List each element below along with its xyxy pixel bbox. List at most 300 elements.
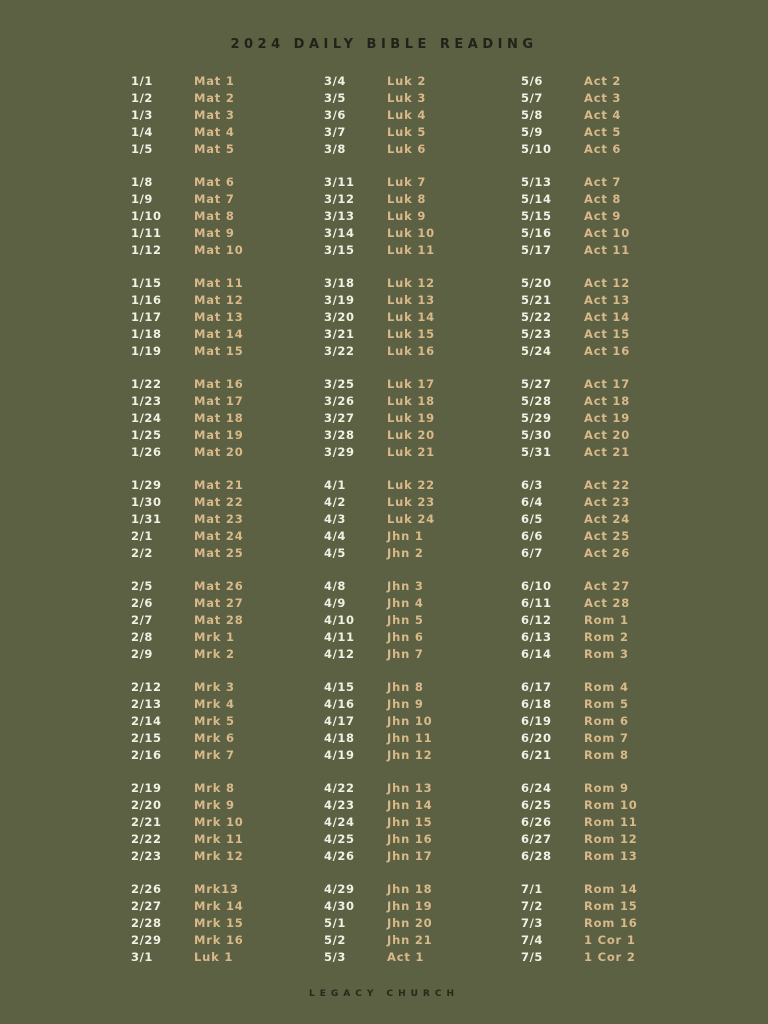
- reading-row: [521, 814, 711, 831]
- reading-date: 4/2: [324, 495, 347, 510]
- reading-row: [131, 629, 321, 646]
- reading-row: [521, 528, 711, 545]
- reading-passage: Act 27: [584, 579, 631, 594]
- reading-row: [521, 225, 711, 242]
- reading-row: [131, 646, 321, 663]
- reading-date: 3/19: [324, 292, 355, 307]
- reading-date: 2/2: [131, 545, 154, 560]
- reading-passage: Mrk 15: [194, 916, 244, 931]
- reading-passage: Rom 2: [584, 629, 629, 644]
- reading-date: 4/15: [324, 680, 355, 695]
- reading-row: [131, 881, 321, 898]
- reading-passage: Luk 4: [387, 107, 427, 122]
- reading-date: 6/4: [521, 495, 544, 510]
- reading-passage: Act 8: [584, 191, 622, 206]
- week-group: [521, 174, 711, 258]
- reading-row: [131, 275, 321, 292]
- reading-passage: Luk 9: [387, 208, 427, 223]
- week-group: [324, 73, 514, 157]
- reading-date: 5/9: [521, 124, 544, 139]
- reading-row: [324, 410, 514, 427]
- reading-passage: Act 1: [387, 949, 425, 964]
- reading-passage: Act 22: [584, 478, 631, 493]
- reading-row: [521, 242, 711, 259]
- reading-passage: Mrk 3: [194, 680, 235, 695]
- week-group: [521, 679, 711, 763]
- reading-passage: Mat 12: [194, 292, 244, 307]
- reading-row: [324, 747, 514, 764]
- reading-passage: Mrk 16: [194, 933, 244, 948]
- reading-date: 3/12: [324, 191, 355, 206]
- reading-row: [521, 73, 711, 90]
- reading-date: 4/1: [324, 478, 347, 493]
- reading-date: 7/4: [521, 933, 544, 948]
- reading-passage: Jhn 1: [387, 528, 424, 543]
- reading-date: 5/15: [521, 208, 552, 223]
- reading-row: [131, 780, 321, 797]
- reading-passage: Act 3: [584, 90, 622, 105]
- reading-row: [521, 427, 711, 444]
- reading-passage: Mat 15: [194, 343, 244, 358]
- week-group: [324, 780, 514, 864]
- reading-passage: Act 20: [584, 427, 631, 442]
- reading-date: 3/22: [324, 343, 355, 358]
- reading-passage: Jhn 21: [387, 933, 433, 948]
- week-group: [131, 679, 321, 763]
- reading-row: [131, 477, 321, 494]
- reading-row: [521, 141, 711, 158]
- reading-passage: Act 13: [584, 292, 631, 307]
- reading-passage: Mrk 12: [194, 848, 244, 863]
- reading-passage: Jhn 15: [387, 815, 433, 830]
- reading-passage: Act 28: [584, 596, 631, 611]
- reading-row: [131, 494, 321, 511]
- reading-passage: Mrk 4: [194, 697, 235, 712]
- reading-date: 1/15: [131, 276, 162, 291]
- reading-passage: Jhn 11: [387, 730, 433, 745]
- reading-date: 3/25: [324, 377, 355, 392]
- reading-row: [324, 915, 514, 932]
- reading-passage: Rom 10: [584, 798, 638, 813]
- reading-date: 5/7: [521, 90, 544, 105]
- reading-row: [324, 393, 514, 410]
- reading-date: 2/21: [131, 815, 162, 830]
- reading-row: [324, 629, 514, 646]
- reading-passage: Mat 4: [194, 124, 235, 139]
- reading-passage: Act 24: [584, 511, 631, 526]
- reading-passage: Act 2: [584, 74, 622, 88]
- reading-passage: Mat 25: [194, 545, 244, 560]
- reading-passage: Act 21: [584, 444, 631, 459]
- reading-passage: Luk 14: [387, 309, 435, 324]
- reading-date: 5/23: [521, 326, 552, 341]
- reading-passage: Jhn 6: [387, 629, 424, 644]
- reading-row: [521, 848, 711, 865]
- reading-row: [131, 73, 321, 90]
- reading-row: [324, 124, 514, 141]
- reading-date: 1/19: [131, 343, 162, 358]
- reading-row: [521, 511, 711, 528]
- reading-passage: Mrk 5: [194, 714, 235, 729]
- reading-passage: Mat 9: [194, 225, 235, 240]
- reading-date: 1/23: [131, 394, 162, 409]
- reading-date: 6/19: [521, 714, 552, 729]
- reading-row: [521, 326, 711, 343]
- reading-date: 1/9: [131, 191, 154, 206]
- reading-row: [324, 932, 514, 949]
- reading-date: 4/12: [324, 646, 355, 661]
- reading-passage: 1 Cor 2: [584, 949, 636, 964]
- reading-row: [131, 696, 321, 713]
- reading-passage: Act 14: [584, 309, 631, 324]
- reading-row: [324, 797, 514, 814]
- reading-date: 3/27: [324, 410, 355, 425]
- reading-row: [521, 915, 711, 932]
- reading-passage: Rom 15: [584, 899, 638, 914]
- reading-date: 4/16: [324, 697, 355, 712]
- reading-row: [521, 612, 711, 629]
- reading-date: 2/22: [131, 832, 162, 846]
- reading-date: 2/15: [131, 730, 162, 745]
- reading-passage: Mat 13: [194, 309, 244, 324]
- reading-row: [324, 528, 514, 545]
- reading-passage: Mrk 9: [194, 798, 235, 813]
- reading-row: [521, 578, 711, 595]
- reading-passage: Luk 12: [387, 276, 435, 291]
- reading-row: [131, 90, 321, 107]
- reading-date: 6/3: [521, 478, 544, 493]
- week-group: [131, 174, 321, 258]
- reading-row: [521, 292, 711, 309]
- reading-passage: Mrk 11: [194, 832, 244, 846]
- reading-passage: Luk 2: [387, 74, 427, 88]
- reading-date: 4/24: [324, 815, 355, 830]
- reading-date: 3/29: [324, 444, 355, 459]
- reading-passage: Jhn 4: [387, 596, 424, 611]
- reading-passage: Act 15: [584, 326, 631, 341]
- reading-date: 7/3: [521, 916, 544, 931]
- reading-row: [131, 545, 321, 562]
- reading-passage: Luk 6: [387, 141, 427, 156]
- reading-row: [324, 343, 514, 360]
- reading-row: [131, 511, 321, 528]
- week-group: [324, 275, 514, 359]
- reading-passage: Rom 9: [584, 781, 629, 796]
- reading-row: [131, 124, 321, 141]
- reading-row: [131, 848, 321, 865]
- reading-row: [324, 696, 514, 713]
- week-group: [131, 780, 321, 864]
- reading-date: 3/13: [324, 208, 355, 223]
- reading-date: 2/28: [131, 916, 162, 931]
- reading-date: 6/26: [521, 815, 552, 830]
- week-group: [131, 477, 321, 561]
- reading-passage: Mat 10: [194, 242, 244, 257]
- reading-passage: Rom 14: [584, 882, 638, 897]
- reading-row: [131, 427, 321, 444]
- reading-passage: Luk 11: [387, 242, 435, 257]
- reading-date: 1/30: [131, 495, 162, 510]
- reading-row: [131, 831, 321, 848]
- reading-passage: Mat 17: [194, 394, 244, 409]
- reading-date: 5/16: [521, 225, 552, 240]
- reading-date: 3/5: [324, 90, 347, 105]
- church-name: LEGACY CHURCH: [308, 989, 459, 999]
- reading-row: [521, 932, 711, 949]
- reading-row: [131, 747, 321, 764]
- reading-row: [131, 612, 321, 629]
- reading-date: 2/26: [131, 882, 162, 897]
- week-group: [521, 780, 711, 864]
- reading-row: [521, 124, 711, 141]
- reading-row: [324, 225, 514, 242]
- reading-row: [131, 292, 321, 309]
- reading-date: 6/13: [521, 629, 552, 644]
- reading-row: [521, 444, 711, 461]
- reading-date: 3/8: [324, 141, 347, 156]
- reading-passage: Rom 12: [584, 832, 638, 846]
- reading-row: [521, 309, 711, 326]
- reading-passage: Mat 19: [194, 427, 244, 442]
- reading-passage: Mat 23: [194, 511, 244, 526]
- reading-passage: Mat 28: [194, 613, 244, 628]
- reading-passage: Mat 20: [194, 444, 244, 459]
- reading-passage: Mrk 1: [194, 629, 235, 644]
- reading-passage: Mat 3: [194, 107, 235, 122]
- reading-row: [521, 780, 711, 797]
- reading-row: [324, 780, 514, 797]
- reading-date: 6/7: [521, 545, 544, 560]
- reading-row: [521, 595, 711, 612]
- reading-row: [131, 242, 321, 259]
- reading-date: 4/9: [324, 596, 347, 611]
- reading-passage: Mat 27: [194, 596, 244, 611]
- reading-passage: Jhn 2: [387, 545, 424, 560]
- reading-passage: Luk 3: [387, 90, 427, 105]
- reading-row: [131, 309, 321, 326]
- reading-row: [521, 376, 711, 393]
- reading-date: 1/17: [131, 309, 162, 324]
- reading-passage: Luk 5: [387, 124, 427, 139]
- reading-date: 6/24: [521, 781, 552, 796]
- reading-date: 1/3: [131, 107, 154, 122]
- reading-date: 2/16: [131, 747, 162, 762]
- reading-row: [521, 949, 711, 966]
- reading-date: 5/6: [521, 74, 544, 88]
- reading-date: 1/31: [131, 511, 162, 526]
- reading-row: [521, 545, 711, 562]
- reading-passage: Luk 18: [387, 394, 435, 409]
- reading-passage: Mat 16: [194, 377, 244, 392]
- reading-row: [131, 107, 321, 124]
- reading-passage: Mrk 7: [194, 747, 235, 762]
- reading-passage: Mat 8: [194, 208, 235, 223]
- reading-row: [131, 141, 321, 158]
- reading-date: 3/1: [131, 949, 154, 964]
- reading-row: [521, 747, 711, 764]
- reading-date: 2/9: [131, 646, 154, 661]
- reading-date: 2/27: [131, 899, 162, 914]
- reading-row: [324, 208, 514, 225]
- reading-row: [324, 376, 514, 393]
- reading-date: 3/6: [324, 107, 347, 122]
- reading-passage: Luk 1: [194, 949, 234, 964]
- reading-passage: Rom 1: [584, 613, 629, 628]
- reading-passage: Rom 3: [584, 646, 629, 661]
- week-group: [131, 881, 321, 965]
- reading-row: [521, 494, 711, 511]
- reading-date: 1/24: [131, 410, 162, 425]
- week-group: [521, 578, 711, 662]
- reading-row: [131, 191, 321, 208]
- reading-date: 5/1: [324, 916, 347, 931]
- page-title: 2024 DAILY BIBLE READING: [230, 37, 538, 52]
- reading-passage: Jhn 10: [387, 714, 433, 729]
- reading-date: 6/11: [521, 596, 552, 611]
- reading-row: [324, 949, 514, 966]
- reading-date: 2/14: [131, 714, 162, 729]
- reading-passage: Mat 24: [194, 528, 244, 543]
- reading-row: [521, 696, 711, 713]
- reading-date: 3/21: [324, 326, 355, 341]
- week-group: [131, 73, 321, 157]
- reading-passage: Mrk 10: [194, 815, 244, 830]
- reading-row: [324, 730, 514, 747]
- reading-row: [521, 410, 711, 427]
- reading-date: 1/4: [131, 124, 154, 139]
- reading-row: [131, 915, 321, 932]
- reading-passage: Mat 6: [194, 175, 235, 190]
- reading-date: 1/11: [131, 225, 162, 240]
- reading-date: 2/6: [131, 596, 154, 611]
- reading-date: 4/23: [324, 798, 355, 813]
- reading-date: 2/23: [131, 848, 162, 863]
- reading-row: [521, 208, 711, 225]
- reading-row: [324, 494, 514, 511]
- reading-date: 6/28: [521, 848, 552, 863]
- reading-row: [131, 326, 321, 343]
- reading-passage: Act 23: [584, 495, 631, 510]
- reading-row: [324, 309, 514, 326]
- reading-row: [324, 444, 514, 461]
- reading-date: 2/20: [131, 798, 162, 813]
- reading-passage: Act 16: [584, 343, 631, 358]
- reading-date: 4/18: [324, 730, 355, 745]
- reading-date: 4/29: [324, 882, 355, 897]
- reading-date: 4/4: [324, 528, 347, 543]
- reading-row: [324, 848, 514, 865]
- reading-row: [324, 831, 514, 848]
- reading-date: 1/22: [131, 377, 162, 392]
- reading-passage: Rom 8: [584, 747, 629, 762]
- reading-date: 4/17: [324, 714, 355, 729]
- reading-date: 1/8: [131, 175, 154, 190]
- reading-passage: Jhn 7: [387, 646, 424, 661]
- reading-row: [521, 679, 711, 696]
- week-group: [131, 275, 321, 359]
- reading-date: 2/5: [131, 579, 154, 594]
- reading-row: [324, 275, 514, 292]
- reading-date: 3/20: [324, 309, 355, 324]
- reading-row: [521, 343, 711, 360]
- reading-row: [521, 881, 711, 898]
- week-group: [131, 578, 321, 662]
- reading-row: [324, 174, 514, 191]
- reading-passage: Jhn 19: [387, 899, 433, 914]
- reading-date: 1/16: [131, 292, 162, 307]
- reading-date: 4/26: [324, 848, 355, 863]
- reading-date: 5/20: [521, 276, 552, 291]
- reading-date: 3/14: [324, 225, 355, 240]
- reading-row: [521, 797, 711, 814]
- reading-passage: Act 6: [584, 141, 622, 156]
- reading-passage: Rom 13: [584, 848, 638, 863]
- reading-passage: Act 10: [584, 225, 631, 240]
- reading-passage: Luk 16: [387, 343, 435, 358]
- reading-date: 6/20: [521, 730, 552, 745]
- reading-passage: Rom 16: [584, 916, 638, 931]
- week-group: [324, 679, 514, 763]
- reading-row: [324, 578, 514, 595]
- reading-row: [521, 275, 711, 292]
- reading-passage: Luk 15: [387, 326, 435, 341]
- reading-date: 4/25: [324, 832, 355, 846]
- reading-passage: Jhn 9: [387, 697, 424, 712]
- reading-row: [324, 73, 514, 90]
- reading-date: 3/28: [324, 427, 355, 442]
- reading-passage: Jhn 16: [387, 832, 433, 846]
- reading-row: [131, 679, 321, 696]
- reading-passage: Act 11: [584, 242, 631, 257]
- reading-date: 1/25: [131, 427, 162, 442]
- week-group: [324, 477, 514, 561]
- week-group: [521, 73, 711, 157]
- reading-date: 5/13: [521, 175, 552, 190]
- reading-row: [521, 629, 711, 646]
- reading-date: 4/30: [324, 899, 355, 914]
- reading-date: 5/10: [521, 141, 552, 156]
- reading-date: 2/19: [131, 781, 162, 796]
- reading-row: [131, 410, 321, 427]
- reading-row: [324, 814, 514, 831]
- reading-date: 5/22: [521, 309, 552, 324]
- reading-date: 3/11: [324, 175, 355, 190]
- reading-row: [324, 545, 514, 562]
- reading-date: 5/17: [521, 242, 552, 257]
- reading-date: 4/10: [324, 613, 355, 628]
- reading-date: 6/6: [521, 528, 544, 543]
- reading-date: 6/12: [521, 613, 552, 628]
- reading-date: 5/2: [324, 933, 347, 948]
- reading-row: [131, 343, 321, 360]
- reading-date: 4/22: [324, 781, 355, 796]
- reading-date: 5/27: [521, 377, 552, 392]
- reading-date: 6/10: [521, 579, 552, 594]
- reading-passage: Rom 4: [584, 680, 629, 695]
- reading-date: 1/26: [131, 444, 162, 459]
- reading-date: 5/30: [521, 427, 552, 442]
- reading-date: 1/5: [131, 141, 154, 156]
- reading-date: 5/28: [521, 394, 552, 409]
- reading-passage: Mat 7: [194, 191, 235, 206]
- reading-date: 2/1: [131, 528, 154, 543]
- reading-row: [521, 713, 711, 730]
- reading-date: 3/18: [324, 276, 355, 291]
- reading-date: 4/3: [324, 511, 347, 526]
- reading-date: 5/8: [521, 107, 544, 122]
- reading-passage: Luk 20: [387, 427, 435, 442]
- reading-passage: Act 12: [584, 276, 631, 291]
